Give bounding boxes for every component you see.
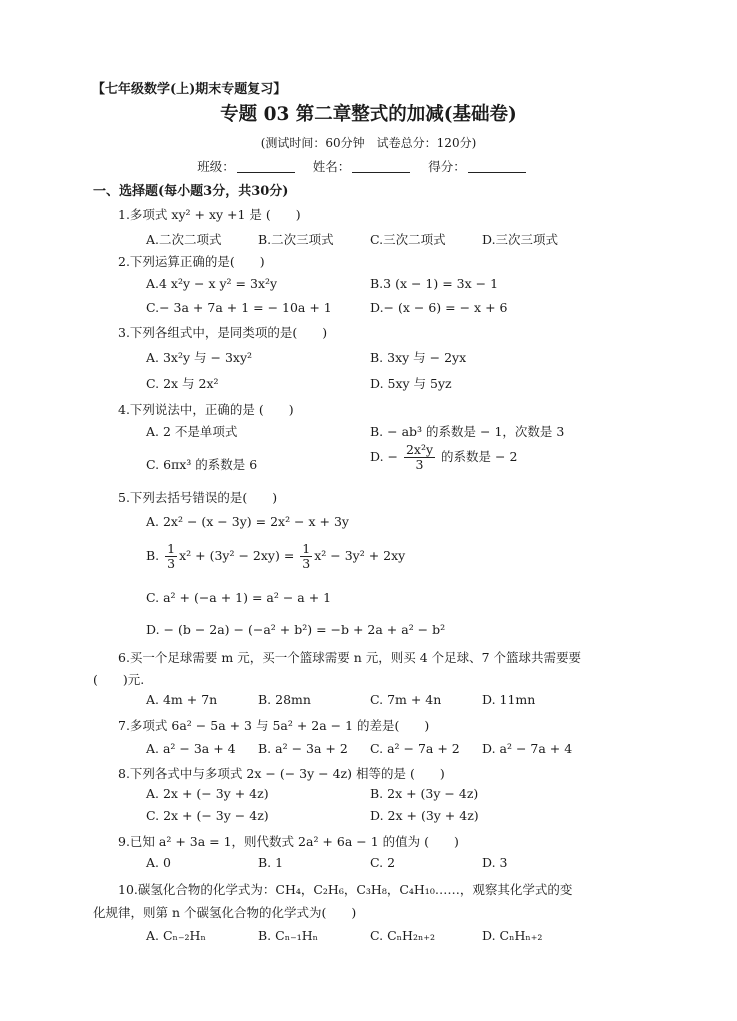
question-10-stem-line2: 化规律，则第 n 个碳氢化合物的化学式为( ) bbox=[93, 905, 357, 920]
q3-option-b[interactable]: B. 3xy 与 − 2yx bbox=[370, 350, 467, 365]
q2-option-a[interactable]: A.4 x²y − x y² = 3x²y bbox=[146, 276, 278, 291]
q5-b-frac1-den: 3 bbox=[167, 556, 176, 571]
q8-option-c[interactable]: C. 2x + (− 3y − 4z) bbox=[146, 808, 269, 823]
question-5-stem: 5.下列去括号错误的是( ) bbox=[118, 490, 278, 505]
q3-option-d[interactable]: D. 5xy 与 5yz bbox=[370, 376, 452, 391]
q5-b-fraction-2 bbox=[300, 542, 312, 571]
q9-option-d[interactable]: D. 3 bbox=[482, 855, 508, 870]
score-blank[interactable] bbox=[468, 172, 526, 173]
question-7-stem: 7.多项式 6a² − 5a + 3 与 5a² + 2a − 1 的差是( ) bbox=[118, 718, 430, 733]
q1-option-d[interactable]: D.三次三项式 bbox=[482, 232, 559, 247]
question-1-stem: 1.多项式 xy² + xy +1 是 ( ) bbox=[118, 207, 301, 222]
question-10-stem-line1: 10.碳氢化合物的化学式为：CH₄，C₂H₆，C₃H₈，C₄H₁₀……，观察其化学式的变 bbox=[118, 882, 573, 897]
q10-option-c[interactable]: C. CₙH₂ₙ₊₂ bbox=[370, 928, 435, 943]
q5-b-suffix: x² − 3y² + 2xy bbox=[314, 548, 406, 563]
q5-b-frac2-num: 1 bbox=[302, 541, 311, 556]
q4-option-a[interactable]: A. 2 不是单项式 bbox=[146, 424, 238, 439]
q6-option-c[interactable]: C. 7m + 4n bbox=[370, 692, 442, 707]
q9-option-a[interactable]: A. 0 bbox=[146, 855, 171, 870]
q5-b-middle: x² + (3y² − 2xy) = bbox=[179, 548, 295, 563]
q4-d-suffix: 的系数是 − 2 bbox=[441, 449, 518, 464]
q5-b-prefix: B. bbox=[146, 548, 160, 563]
q6-option-a[interactable]: A. 4m + 7n bbox=[146, 692, 218, 707]
q10-option-b[interactable]: B. Cₙ₋₁Hₙ bbox=[258, 928, 319, 943]
q5-option-b[interactable] bbox=[146, 542, 405, 571]
q5-option-d[interactable]: D. − (b − 2a) − (−a² + b²) = −b + 2a + a² − b² bbox=[146, 622, 446, 637]
section-heading: 一、选择题(每小题3分，共30分) bbox=[93, 184, 289, 199]
student-fields bbox=[0, 157, 737, 175]
q5-option-a[interactable]: A. 2x² − (x − 3y) = 2x² − x + 3y bbox=[146, 514, 349, 529]
q4-option-b[interactable]: B. − ab³ 的系数是 − 1，次数是 3 bbox=[370, 424, 565, 439]
q8-option-b[interactable]: B. 2x + (3y − 4z) bbox=[370, 786, 479, 801]
q6-option-d[interactable]: D. 11mn bbox=[482, 692, 536, 707]
test-info: (测试时间：60分钟 试卷总分：120分) bbox=[260, 136, 477, 150]
class-blank[interactable] bbox=[237, 172, 295, 173]
q2-option-b[interactable]: B.3 (x − 1) = 3x − 1 bbox=[370, 276, 499, 291]
q5-option-c[interactable]: C. a² + (−a + 1) = a² − a + 1 bbox=[146, 590, 332, 605]
q7-option-d[interactable]: D. a² − 7a + 4 bbox=[482, 741, 573, 756]
q2-option-c[interactable]: C.− 3a + 7a + 1 = − 10a + 1 bbox=[146, 300, 332, 315]
question-3-stem: 3.下列各组式中，是同类项的是( ) bbox=[118, 325, 328, 340]
question-4-stem: 4.下列说法中，正确的是 ( ) bbox=[118, 402, 294, 417]
question-2-stem: 2.下列运算正确的是( ) bbox=[118, 254, 265, 269]
q4-d-fraction bbox=[404, 443, 435, 472]
q7-option-c[interactable]: C. a² − 7a + 2 bbox=[370, 741, 460, 756]
score-label: 得分： bbox=[428, 159, 466, 174]
doc-header: 【七年级数学(上)期末专题复习】 bbox=[92, 82, 287, 97]
name-label: 姓名： bbox=[312, 159, 351, 174]
doc-title: 专题 03 第二章整式的加减(基础卷) bbox=[220, 104, 517, 125]
q7-option-b[interactable]: B. a² − 3a + 2 bbox=[258, 741, 348, 756]
class-label: 班级： bbox=[197, 159, 235, 174]
q5-b-frac1-num: 1 bbox=[167, 541, 176, 556]
question-6-stem-line2: ( )元. bbox=[93, 672, 145, 687]
q4-d-numerator: 2x²y bbox=[405, 442, 434, 457]
name-blank[interactable] bbox=[352, 172, 410, 173]
q9-option-b[interactable]: B. 1 bbox=[258, 855, 284, 870]
q6-option-b[interactable]: B. 28mn bbox=[258, 692, 311, 707]
q10-option-a[interactable]: A. Cₙ₋₂Hₙ bbox=[146, 928, 206, 943]
q10-option-d[interactable]: D. CₙHₙ₊₂ bbox=[482, 928, 543, 943]
q1-option-c[interactable]: C.三次二项式 bbox=[370, 232, 446, 247]
q3-option-c[interactable]: C. 2x 与 2x² bbox=[146, 376, 219, 391]
q1-option-b[interactable]: B.二次三项式 bbox=[258, 232, 334, 247]
q4-option-d[interactable] bbox=[370, 443, 517, 472]
q5-b-frac2-den: 3 bbox=[302, 556, 311, 571]
question-6-stem-line1: 6.买一个足球需要 m 元，买一个篮球需要 n 元，则买 4 个足球、7 个篮球共需要要 bbox=[118, 650, 582, 665]
q2-option-d[interactable]: D.− (x − 6) = − x + 6 bbox=[370, 300, 508, 315]
q9-option-c[interactable]: C. 2 bbox=[370, 855, 396, 870]
q7-option-a[interactable]: A. a² − 3a + 4 bbox=[146, 741, 236, 756]
question-9-stem: 9.已知 a² + 3a = 1，则代数式 2a² + 6a − 1 的值为 ( ) bbox=[118, 834, 459, 849]
q4-option-c[interactable]: C. 6πx³ 的系数是 6 bbox=[146, 457, 258, 472]
q4-d-denominator: 3 bbox=[415, 457, 424, 472]
q1-option-a[interactable]: A.二次二项式 bbox=[146, 232, 222, 247]
q8-option-d[interactable]: D. 2x + (3y + 4z) bbox=[370, 808, 479, 823]
q5-b-fraction-1 bbox=[165, 542, 177, 571]
question-8-stem: 8.下列各式中与多项式 2x − (− 3y − 4z) 相等的是 ( ) bbox=[118, 766, 445, 781]
q8-option-a[interactable]: A. 2x + (− 3y + 4z) bbox=[146, 786, 269, 801]
q4-d-prefix: D. − bbox=[370, 449, 398, 464]
q3-option-a[interactable]: A. 3x²y 与 − 3xy² bbox=[146, 350, 253, 365]
